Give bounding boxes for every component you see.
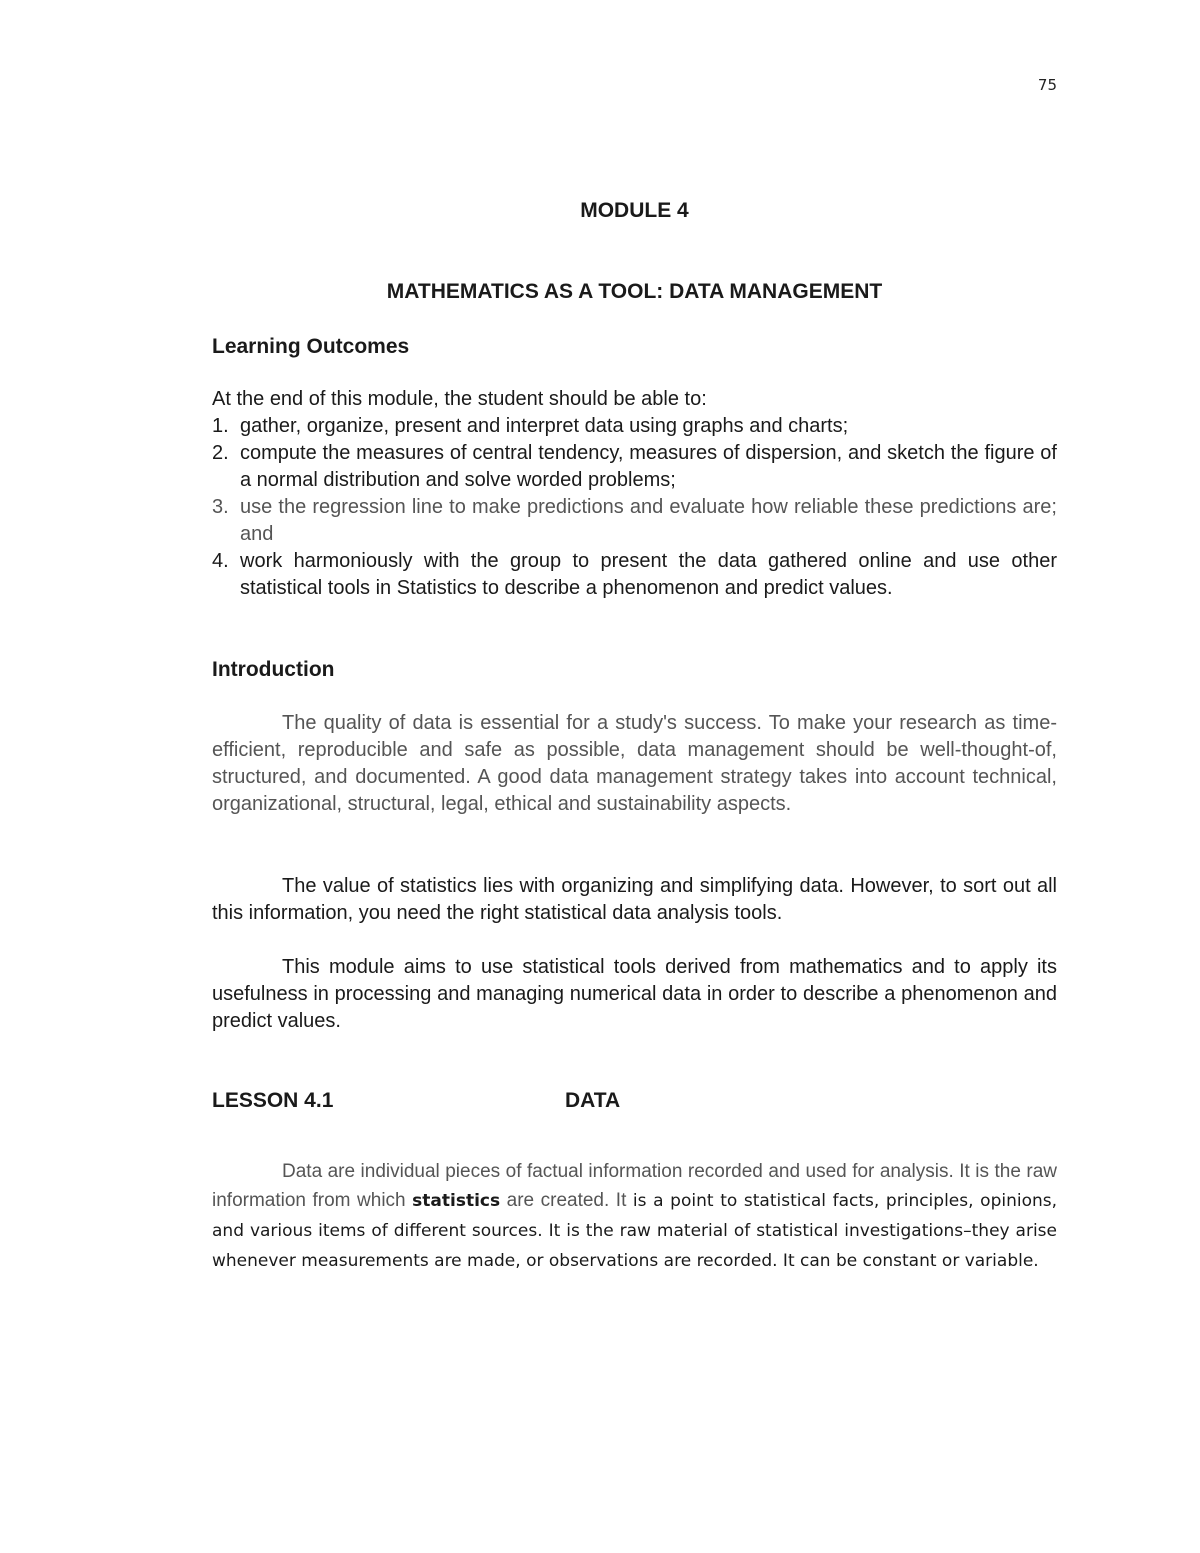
outcome-number: 2. xyxy=(212,442,229,464)
lesson-paragraph xyxy=(212,1157,1057,1276)
intro-paragraph-1: The quality of data is essential for a study's success. To make your research as time-efficient, reproducible and safe as possible, data management should be well-thought-of, structured, and documented. A good data management strategy takes into account technical, organizational, structural, legal, ethical and sustainability aspects. xyxy=(212,712,1057,815)
introduction-heading: Introduction xyxy=(212,658,335,681)
lesson-paragraph-part3: is a point to statistical facts, principles, opinions, and various items of different sources. It is the raw material of statistical investigations–they arise whenever measurements are made, or observations are recorded. It can be constant or variable. xyxy=(212,1191,1058,1271)
outcome-item-2 xyxy=(212,440,1057,494)
outcome-text: compute the measures of central tendency, measures of dispersion, and sketch the figure of a normal distribution and solve worded problems; xyxy=(240,442,1057,491)
outcome-item-4 xyxy=(212,548,1057,602)
outcome-number: 4. xyxy=(212,550,229,572)
outcome-text: use the regression line to make predictions and evaluate how reliable these predictions are; and xyxy=(240,496,1057,545)
outcome-text: work harmoniously with the group to present the data gathered online and use other statistical tools in Statistics to describe a phenomenon and predict values. xyxy=(240,550,1057,599)
outcome-number: 3. xyxy=(212,496,229,518)
outcome-number: 1. xyxy=(212,415,229,437)
intro-paragraph-2: The value of statistics lies with organizing and simplifying data. However, to sort out all this information, you need the right statistical data analysis tools. xyxy=(212,875,1057,924)
intro-paragraph-3: This module aims to use statistical tools derived from mathematics and to apply its usefulness in processing and managing numerical data in order to describe a phenomenon and predict values. xyxy=(212,956,1057,1032)
outcome-item-1 xyxy=(212,413,1057,440)
lesson-title: DATA xyxy=(565,1089,621,1112)
learning-outcomes-intro: At the end of this module, the student should be able to: xyxy=(212,388,707,410)
learning-outcomes-heading: Learning Outcomes xyxy=(212,335,410,358)
module-title: MODULE 4 xyxy=(580,199,689,222)
outcome-item-3 xyxy=(212,494,1057,548)
outcome-text: gather, organize, present and interpret data using graphs and charts; xyxy=(240,415,849,437)
module-subtitle: MATHEMATICS AS A TOOL: DATA MANAGEMENT xyxy=(386,280,883,303)
page-number: 75 xyxy=(1037,76,1057,94)
lesson-paragraph-part2: are created. It xyxy=(506,1190,627,1211)
lesson-label: LESSON 4.1 xyxy=(212,1089,334,1112)
lesson-paragraph-part1: Data are individual pieces of factual information recorded and used for analysis. It is the raw information from which xyxy=(212,1161,1057,1211)
lesson-paragraph-bold: statistics xyxy=(412,1191,501,1211)
